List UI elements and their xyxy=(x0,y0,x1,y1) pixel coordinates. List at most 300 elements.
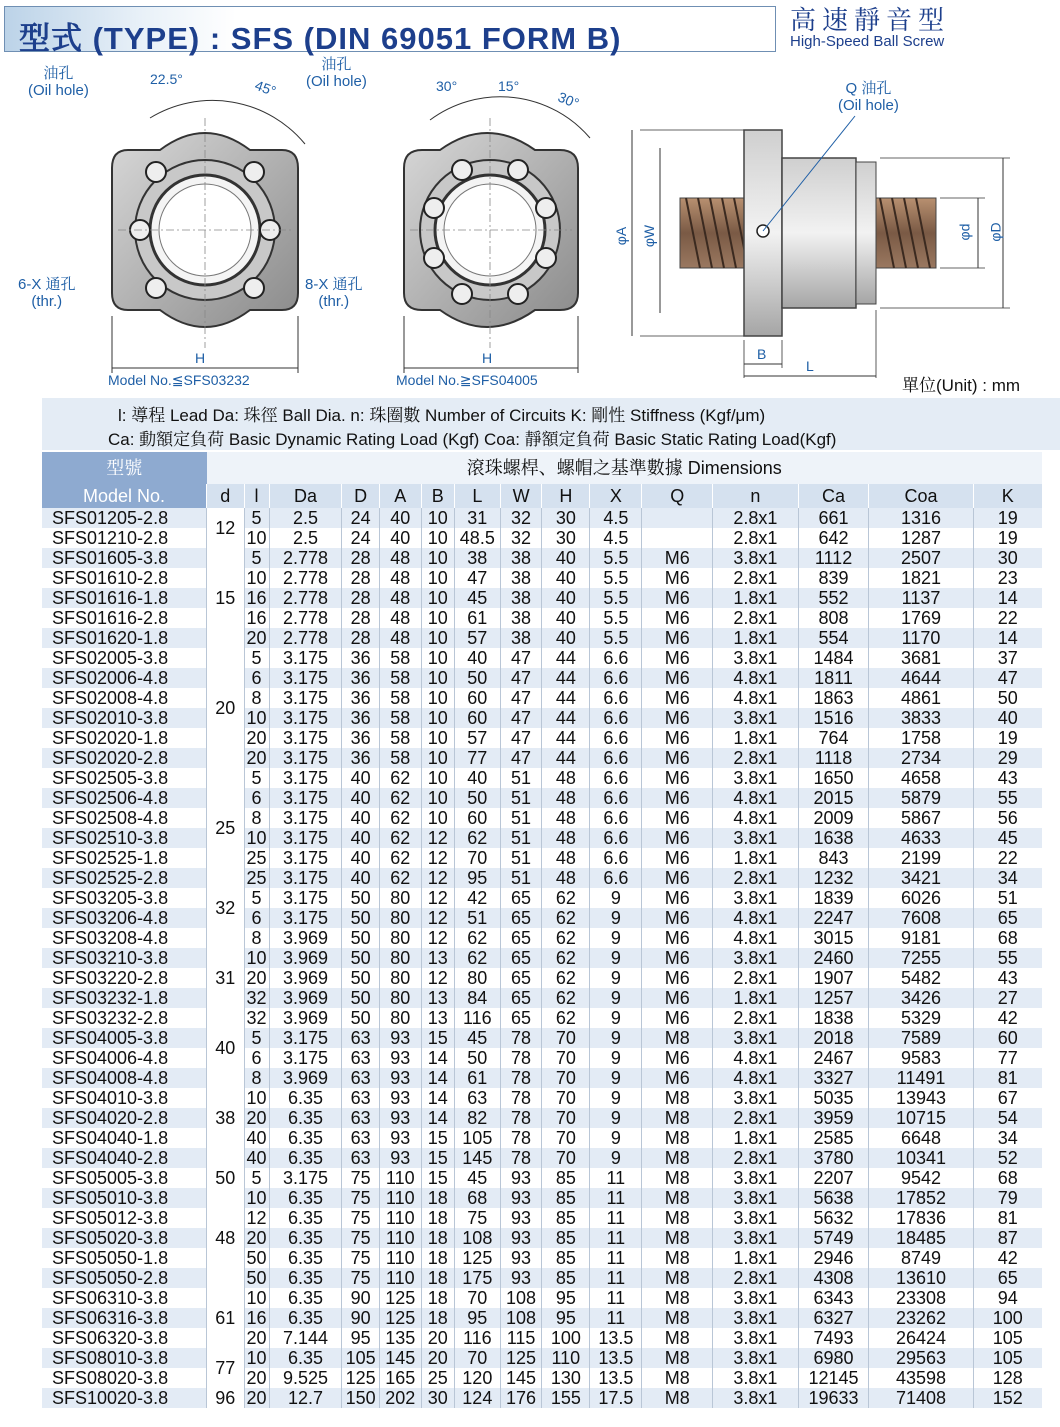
cell-da: 3.175 xyxy=(269,688,342,708)
cell-n: 3.8x1 xyxy=(713,648,798,668)
table-row xyxy=(42,508,1042,528)
cell-w: 47 xyxy=(500,688,542,708)
cell-ca: 19633 xyxy=(798,1388,869,1408)
cell-l: 125 xyxy=(454,1248,500,1268)
cell-q: M6 xyxy=(642,1048,713,1068)
cell-a: 40 xyxy=(379,528,421,548)
cell-coa: 7255 xyxy=(869,948,973,968)
cell-w: 65 xyxy=(500,928,542,948)
cell-h: 70 xyxy=(542,1148,590,1168)
cell-da: 6.35 xyxy=(269,1188,342,1208)
cell-h: 62 xyxy=(542,908,590,928)
cell-l: 16 xyxy=(244,1308,269,1328)
cell-da: 6.35 xyxy=(269,1228,342,1248)
cell-k: 152 xyxy=(973,1388,1042,1408)
cell-l: 82 xyxy=(454,1108,500,1128)
column-header-x: X xyxy=(590,484,642,508)
cell-b: 10 xyxy=(421,568,454,588)
cell-h: 95 xyxy=(542,1288,590,1308)
cell-a: 110 xyxy=(379,1208,421,1228)
cell-k: 45 xyxy=(973,828,1042,848)
model-header-cn: 型號 xyxy=(42,452,207,484)
cell-q: M6 xyxy=(642,988,713,1008)
cell-l: 32 xyxy=(244,988,269,1008)
cell-l: 10 xyxy=(244,1348,269,1368)
cell-a: 40 xyxy=(379,508,421,528)
cell-x: 9 xyxy=(590,1048,642,1068)
table-row xyxy=(42,928,1042,948)
cell-b: 20 xyxy=(421,1348,454,1368)
cell-w: 38 xyxy=(500,568,542,588)
cell-n: 3.8x1 xyxy=(713,708,798,728)
cell-coa: 3833 xyxy=(869,708,973,728)
cell-d: 125 xyxy=(342,1368,379,1388)
cell-n: 3.8x1 xyxy=(713,1368,798,1388)
cell-l: 5 xyxy=(244,888,269,908)
cell-l: 5 xyxy=(244,768,269,788)
cell-da: 3.969 xyxy=(269,928,342,948)
cell-l: 60 xyxy=(454,808,500,828)
model-number: SFS02020-2.8 xyxy=(42,748,207,768)
cell-h: 48 xyxy=(542,808,590,828)
technical-drawing xyxy=(0,58,1060,396)
cell-l: 95 xyxy=(454,868,500,888)
legend xyxy=(42,398,1060,450)
cell-n: 3.8x1 xyxy=(713,828,798,848)
cell-coa: 1170 xyxy=(869,628,973,648)
cell-l: 10 xyxy=(244,528,269,548)
cell-k: 81 xyxy=(973,1068,1042,1088)
model-number: SFS05050-2.8 xyxy=(42,1268,207,1288)
cell-l: 8 xyxy=(244,1068,269,1088)
cell-l: 70 xyxy=(454,848,500,868)
header xyxy=(0,0,1060,58)
cell-w: 32 xyxy=(500,508,542,528)
cell-x: 11 xyxy=(590,1308,642,1328)
cell-x: 11 xyxy=(590,1248,642,1268)
cell-coa: 8749 xyxy=(869,1248,973,1268)
cell-w: 38 xyxy=(500,628,542,648)
model-number: SFS04040-2.8 xyxy=(42,1148,207,1168)
shaft-diameter-cell: 96 xyxy=(207,1388,244,1408)
cell-q: M6 xyxy=(642,588,713,608)
cell-l: 6 xyxy=(244,788,269,808)
column-header-da: Da xyxy=(269,484,342,508)
cell-a: 62 xyxy=(379,768,421,788)
cell-l: 175 xyxy=(454,1268,500,1288)
cell-h: 48 xyxy=(542,848,590,868)
cell-q: M6 xyxy=(642,888,713,908)
cell-l: 40 xyxy=(244,1128,269,1148)
cell-k: 22 xyxy=(973,608,1042,628)
cell-n: 3.8x1 xyxy=(713,1028,798,1048)
cell-k: 47 xyxy=(973,668,1042,688)
cell-a: 110 xyxy=(379,1248,421,1268)
cell-a: 80 xyxy=(379,928,421,948)
angle-15-label: 15° xyxy=(498,78,520,94)
table-row xyxy=(42,788,1042,808)
cell-k: 40 xyxy=(973,708,1042,728)
cell-b: 12 xyxy=(421,928,454,948)
spec-table-body xyxy=(42,508,1042,1408)
cell-coa: 4658 xyxy=(869,768,973,788)
cell-n: 2.8x1 xyxy=(713,528,798,548)
cell-d: 75 xyxy=(342,1208,379,1228)
cell-l: 61 xyxy=(454,1068,500,1088)
cell-x: 9 xyxy=(590,1128,642,1148)
cell-x: 11 xyxy=(590,1268,642,1288)
cell-a: 93 xyxy=(379,1128,421,1148)
dimensions-header: 滾珠螺桿、螺帽之基準數據 Dimensions xyxy=(207,452,1042,484)
cell-w: 93 xyxy=(500,1268,542,1288)
cell-w: 38 xyxy=(500,588,542,608)
table-row xyxy=(42,1108,1042,1128)
model-number: SFS04040-1.8 xyxy=(52,1128,169,1148)
cell-x: 11 xyxy=(590,1168,642,1188)
cell-x: 9 xyxy=(590,928,642,948)
cell-q: M6 xyxy=(642,788,713,808)
cell-h: 40 xyxy=(542,568,590,588)
cell-l: 124 xyxy=(454,1388,500,1408)
cell-n: 1.8x1 xyxy=(713,988,798,1008)
cell-d: 50 xyxy=(342,908,379,928)
cell-ca: 2207 xyxy=(798,1168,869,1188)
cell-l: 10 xyxy=(244,1188,269,1208)
table-row xyxy=(42,1368,1042,1388)
cell-l: 20 xyxy=(244,1108,269,1128)
title-box xyxy=(4,6,776,56)
cell-coa: 13943 xyxy=(869,1088,973,1108)
cell-a: 110 xyxy=(379,1268,421,1288)
table-row xyxy=(42,548,1042,568)
cell-ca: 808 xyxy=(798,608,869,628)
cell-l: 10 xyxy=(244,828,269,848)
cell-n: 3.8x1 xyxy=(713,1328,798,1348)
shaft-diameter-cell: 32 xyxy=(207,888,244,928)
cell-coa: 1769 xyxy=(869,608,973,628)
cell-d: 63 xyxy=(342,1128,379,1148)
legend-line-2: Ca: 動額定負荷 Basic Dynamic Rating Load (Kgf) Coa: 靜額定負荷 Basic Static Rating Load(Kgf) xyxy=(108,430,837,449)
cell-w: 51 xyxy=(500,848,542,868)
cell-n: 1.8x1 xyxy=(713,1248,798,1268)
cell-k: 29 xyxy=(973,748,1042,768)
cell-l: 75 xyxy=(454,1208,500,1228)
cell-coa: 17836 xyxy=(869,1208,973,1228)
cell-da: 3.175 xyxy=(269,868,342,888)
column-header-w: W xyxy=(500,484,542,508)
cell-d: 50 xyxy=(342,948,379,968)
cell-h: 44 xyxy=(542,648,590,668)
cell-coa: 5879 xyxy=(869,788,973,808)
cell-b: 12 xyxy=(421,848,454,868)
cell-da: 2.778 xyxy=(269,568,342,588)
cell-d: 50 xyxy=(342,928,379,948)
cell-d: 75 xyxy=(342,1168,379,1188)
model-number: SFS04020-2.8 xyxy=(42,1108,207,1128)
cell-n: 2.8x1 xyxy=(713,748,798,768)
cell-h: 155 xyxy=(542,1388,590,1408)
cell-q: M6 xyxy=(642,868,713,888)
cell-w: 78 xyxy=(500,1048,542,1068)
cell-d: 75 xyxy=(342,1248,379,1268)
cell-q: M8 xyxy=(642,1348,713,1368)
cell-da: 3.175 xyxy=(269,668,342,688)
cell-q: M6 xyxy=(642,948,713,968)
cell-h: 44 xyxy=(542,748,590,768)
cell-da: 3.175 xyxy=(269,848,342,868)
cell-ca: 642 xyxy=(798,528,869,548)
cell-d: 28 xyxy=(342,568,379,588)
cell-l: 62 xyxy=(454,948,500,968)
table-row xyxy=(42,748,1042,768)
table-row xyxy=(42,1148,1042,1168)
cell-d: 50 xyxy=(342,988,379,1008)
cell-a: 110 xyxy=(379,1228,421,1248)
cell-coa: 13610 xyxy=(869,1268,973,1288)
cell-w: 108 xyxy=(500,1308,542,1328)
cell-k: 81 xyxy=(973,1208,1042,1228)
cell-l: 50 xyxy=(244,1268,269,1288)
table-row xyxy=(42,1208,1042,1228)
cell-n: 3.8x1 xyxy=(713,1088,798,1108)
cell-ca: 1516 xyxy=(798,708,869,728)
cell-x: 13.5 xyxy=(590,1328,642,1348)
cell-q: M8 xyxy=(642,1368,713,1388)
cell-n: 2.8x1 xyxy=(713,1108,798,1128)
cell-l: 16 xyxy=(244,588,269,608)
cell-w: 115 xyxy=(500,1328,542,1348)
cell-l: 50 xyxy=(454,1048,500,1068)
cell-ca: 5749 xyxy=(798,1228,869,1248)
cell-b: 10 xyxy=(421,668,454,688)
cell-k: 79 xyxy=(973,1188,1042,1208)
cell-q: M8 xyxy=(642,1168,713,1188)
cell-n: 1.8x1 xyxy=(713,848,798,868)
table-row xyxy=(42,1168,1042,1188)
cell-a: 62 xyxy=(379,788,421,808)
legend-line-1: l: 導程 Lead Da: 珠徑 Ball Dia. n: 珠圈數 Number of Circuits K: 剛性 Stiffness (Kgf/μm) xyxy=(118,406,766,425)
cell-q: M6 xyxy=(642,848,713,868)
cell-ca: 2467 xyxy=(798,1048,869,1068)
cell-a: 80 xyxy=(379,988,421,1008)
cell-ca: 2015 xyxy=(798,788,869,808)
table-row xyxy=(42,1268,1042,1288)
table-row xyxy=(42,1248,1042,1268)
cell-da: 2.778 xyxy=(269,608,342,628)
oil-hole-label-1: 油孔 (Oil hole) xyxy=(28,65,89,99)
cell-h: 48 xyxy=(542,828,590,848)
model-number: SFS02508-4.8 xyxy=(52,808,169,828)
cell-l: 5 xyxy=(244,1028,269,1048)
cell-d: 36 xyxy=(342,688,379,708)
cell-b: 18 xyxy=(421,1188,454,1208)
model-number: SFS02510-3.8 xyxy=(42,828,207,848)
cell-l: 20 xyxy=(244,968,269,988)
model-number: SFS01616-2.8 xyxy=(52,608,169,628)
cell-h: 70 xyxy=(542,1088,590,1108)
cell-w: 38 xyxy=(500,608,542,628)
column-header-b: B xyxy=(421,484,454,508)
cell-da: 3.175 xyxy=(269,768,342,788)
cell-x: 9 xyxy=(590,1088,642,1108)
cell-x: 6.6 xyxy=(590,688,642,708)
cell-l: 20 xyxy=(244,748,269,768)
cell-ca: 2247 xyxy=(798,908,869,928)
cell-x: 6.6 xyxy=(590,668,642,688)
cell-b: 14 xyxy=(421,1068,454,1088)
column-header-q: Q xyxy=(642,484,713,508)
eight-hole-label: 8-X 通孔 (thr.) xyxy=(305,276,363,310)
model-number: SFS01620-1.8 xyxy=(42,628,207,648)
model-number: SFS01616-1.8 xyxy=(42,588,207,608)
cell-ca: 2009 xyxy=(798,808,869,828)
table-row xyxy=(42,668,1042,688)
cell-l: 20 xyxy=(244,1228,269,1248)
model-number: SFS06316-3.8 xyxy=(42,1308,207,1328)
cell-da: 2.778 xyxy=(269,628,342,648)
cell-da: 2.778 xyxy=(269,588,342,608)
cell-da: 3.175 xyxy=(269,728,342,748)
cell-h: 85 xyxy=(542,1248,590,1268)
cell-k: 50 xyxy=(973,688,1042,708)
cell-da: 3.969 xyxy=(269,1008,342,1028)
angle-22-5-label: 22.5° xyxy=(150,71,183,87)
cell-l: 6 xyxy=(244,1048,269,1068)
cell-b: 15 xyxy=(421,1128,454,1148)
cell-l: 48.5 xyxy=(454,528,500,548)
cell-n: 3.8x1 xyxy=(713,948,798,968)
shaft-diameter-cell: 77 xyxy=(207,1348,244,1388)
cell-n: 2.8x1 xyxy=(713,868,798,888)
cell-l: 10 xyxy=(244,568,269,588)
column-header-a: A xyxy=(379,484,421,508)
cell-k: 68 xyxy=(973,928,1042,948)
q-oil-hole-label: Q 油孔 (Oil hole) xyxy=(838,80,899,114)
cell-h: 130 xyxy=(542,1368,590,1388)
shaft-diameter-cell: 12 xyxy=(207,508,244,548)
cell-a: 80 xyxy=(379,948,421,968)
cell-k: 55 xyxy=(973,948,1042,968)
table-row xyxy=(42,968,1042,988)
cell-b: 25 xyxy=(421,1368,454,1388)
model-number: SFS04006-4.8 xyxy=(52,1048,169,1068)
cell-a: 165 xyxy=(379,1368,421,1388)
cell-n: 3.8x1 xyxy=(713,1388,798,1408)
table-row xyxy=(42,1328,1042,1348)
cell-h: 70 xyxy=(542,1068,590,1088)
cell-w: 125 xyxy=(500,1348,542,1368)
cell-a: 93 xyxy=(379,1148,421,1168)
cell-ca: 2018 xyxy=(798,1028,869,1048)
cell-w: 38 xyxy=(500,548,542,568)
cell-a: 93 xyxy=(379,1048,421,1068)
cell-d: 50 xyxy=(342,968,379,988)
table-row xyxy=(42,1388,1042,1408)
column-header-d: d xyxy=(207,484,244,508)
cell-l: 25 xyxy=(244,868,269,888)
shaft-diameter-cell: 31 xyxy=(207,928,244,1028)
cell-b: 10 xyxy=(421,508,454,528)
cell-coa: 5867 xyxy=(869,808,973,828)
cell-l: 145 xyxy=(454,1148,500,1168)
cell-w: 78 xyxy=(500,1128,542,1148)
model-number: SFS02505-3.8 xyxy=(52,768,169,788)
cell-ca: 1838 xyxy=(798,1008,869,1028)
cell-w: 93 xyxy=(500,1208,542,1228)
dim-b-label: B xyxy=(757,346,767,362)
model-number: SFS05050-1.8 xyxy=(52,1248,169,1268)
cell-q: M8 xyxy=(642,1028,713,1048)
cell-k: 77 xyxy=(973,1048,1042,1068)
cell-k: 43 xyxy=(973,768,1042,788)
shaft-diameter-cell: 50 xyxy=(207,1168,244,1188)
cell-n: 4.8x1 xyxy=(713,788,798,808)
model-number: SFS01610-2.8 xyxy=(52,568,169,588)
cell-da: 3.969 xyxy=(269,948,342,968)
cell-d: 50 xyxy=(342,888,379,908)
cell-l: 80 xyxy=(454,968,500,988)
table-row xyxy=(42,568,1042,588)
cell-ca: 2946 xyxy=(798,1248,869,1268)
cell-coa: 2734 xyxy=(869,748,973,768)
cell-a: 93 xyxy=(379,1068,421,1088)
cell-d: 40 xyxy=(342,848,379,868)
cell-b: 10 xyxy=(421,708,454,728)
table-row xyxy=(42,828,1042,848)
cell-x: 9 xyxy=(590,1028,642,1048)
table-row xyxy=(42,1048,1042,1068)
cell-b: 20 xyxy=(421,1328,454,1348)
cell-l: 40 xyxy=(454,648,500,668)
cell-d: 63 xyxy=(342,1048,379,1068)
cell-n: 2.8x1 xyxy=(713,1148,798,1168)
cell-b: 18 xyxy=(421,1268,454,1288)
cell-a: 80 xyxy=(379,1008,421,1028)
cell-da: 3.175 xyxy=(269,828,342,848)
cell-k: 34 xyxy=(973,1128,1042,1148)
cell-x: 9 xyxy=(590,1148,642,1168)
cell-coa: 4861 xyxy=(869,688,973,708)
cell-b: 10 xyxy=(421,788,454,808)
cell-h: 40 xyxy=(542,548,590,568)
model-number: SFS02525-2.8 xyxy=(42,868,207,888)
cell-b: 18 xyxy=(421,1228,454,1248)
cell-w: 51 xyxy=(500,788,542,808)
side-view xyxy=(632,116,1010,378)
cell-k: 43 xyxy=(973,968,1042,988)
cell-x: 5.5 xyxy=(590,608,642,628)
table-row xyxy=(42,848,1042,868)
cell-b: 10 xyxy=(421,768,454,788)
cell-q: M6 xyxy=(642,608,713,628)
cell-ca: 552 xyxy=(798,588,869,608)
cell-q: M8 xyxy=(642,1328,713,1348)
cell-d: 63 xyxy=(342,1108,379,1128)
cell-q: M8 xyxy=(642,1268,713,1288)
cell-k: 30 xyxy=(973,548,1042,568)
cell-k: 94 xyxy=(973,1288,1042,1308)
dim-a-label: φA xyxy=(613,226,630,246)
unit-label: 單位(Unit) : mm xyxy=(902,376,1021,395)
cell-d: 63 xyxy=(342,1028,379,1048)
cell-l: 12 xyxy=(244,1208,269,1228)
cell-a: 80 xyxy=(379,888,421,908)
cell-q: M8 xyxy=(642,1208,713,1228)
cell-k: 51 xyxy=(973,888,1042,908)
cell-a: 58 xyxy=(379,748,421,768)
cell-d: 75 xyxy=(342,1228,379,1248)
cell-h: 44 xyxy=(542,708,590,728)
